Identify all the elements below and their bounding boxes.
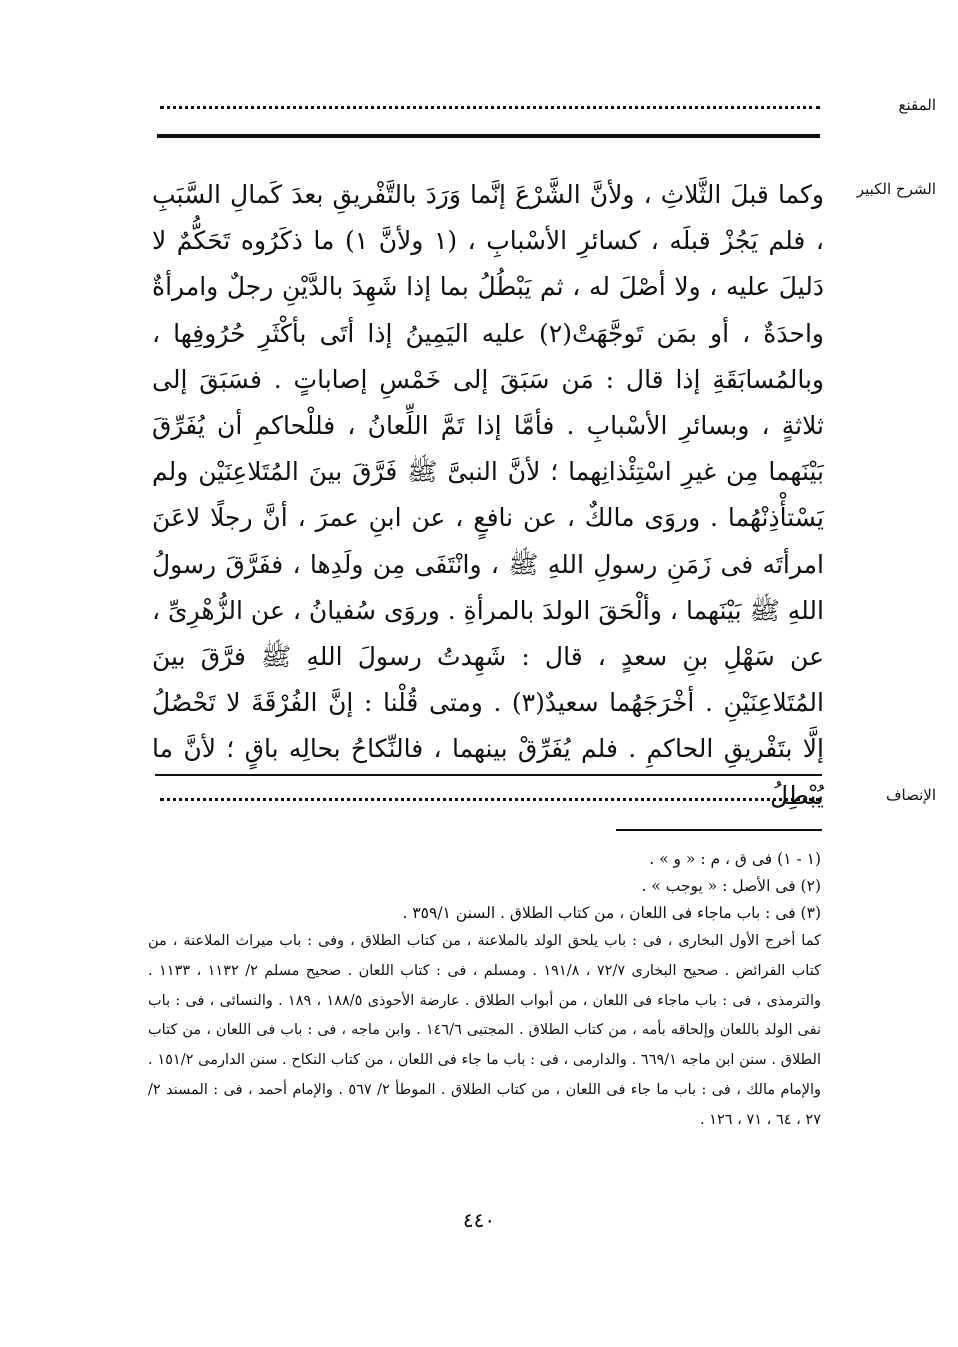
sharh-kabir-label: الشرح الكبير (856, 180, 936, 198)
footnotes (148, 846, 821, 1136)
header-rule (157, 134, 820, 138)
body-bottom-rule (155, 774, 822, 776)
muqni-dotted-line (160, 96, 820, 109)
insaf-label: الإنصاف (885, 786, 936, 804)
footnote-3: (٣) فى : باب ماجاء فى اللعان ، من كتاب الطلاق . السنن ٣٥٩/١ . (402, 904, 821, 922)
main-body-text: وكما قبلَ الثَّلاثِ ، ولأنَّ الشَّرْعَ إنَّما وَرَدَ بالتَّفْريقِ بعدَ كَمالِ السَّبَبِ ، فلم يَجُزْ قبلَه ، كسائرِ الأسْبابِ ، (١ ولأنَّ ١) ما ذكَرُوه تَحَكُّمٌ لا دَليلَ عليه ، ولا أصْلَ له ، ثم يَبْطُلُ بما إذا شَهِدَ بالدَّيْنِ رجلٌ وامرأةٌ واحدَةٌ ، أو بمَن تَوجَّهَتْ(٢) عليه اليَمِينُ إذا أتَى بأكْثَرِ حُرُوفِها ، وبالمُسابَقَةِ إذا قال : مَن سَبَقَ إلى خَمْسِ إصاباتٍ . فسَبَقَ إلى ثلاثةٍ ، وبسائرِ الأسْبابِ . فأمَّا إذا تَمَّ اللِّعانُ ، فللْحاكمِ أن يُفَرِّقَ بَيْنَهما مِن غيرِ اسْتِئْذانِهما ؛ لأنَّ النبىَّ ﷺ فَرَّقَ بينَ المُتَلاعِنَيْن ولم يَسْتأْذِنْهُما . وروَى مالكٌ ، عن نافعٍ ، عن ابنِ عمرَ ، أنَّ رجلًا لاعَنَ امرأتَه فى زَمَنِ رسولِ اللهِ ﷺ ، وانْتَفَى مِن ولَدِها ، ففَرَّقَ رسولُ اللهِ ﷺ بَيْنَهما ، وألْحَقَ الولدَ بالمرأةِ . وروَى سُفيانُ ، عن الزُّهْرِىِّ ، عن سَهْلِ بنِ سعدٍ ، قال : شَهِدتُ رسولَ اللهِ ﷺ فرَّقَ بينَ المُتَلاعِنَيْنِ . أخْرَجَهُما سعيدٌ(٣) . ومتى قُلْنا : إنَّ الفُرْقَةَ لا تَحْصُلُ إلَّا بتَفْريقِ الحاكمِ . فلم يُفَرِّقْ بينهما ، فالنِّكاحُ بحالِه باقٍ ؛ لأنَّ ما يُبْطِلُ (152, 180, 825, 810)
footnote-references: كما أخرج الأول البخارى ، فى : باب يلحق الولد بالملاعنة ، من كتاب الطلاق ، وفى : باب ميراث الملاعنة ، من كتاب الفرائض . صحيح البخارى ٧٢/٧ ، ١٩١/٨ . ومسلم ، فى : كتاب اللعان . صحيح مسلم ٢/ ١١٣٢ ، ١١٣٣ . والترمذى ، فى : باب ماجاء فى اللعان ، من أبواب الطلاق . عارضة الأحوذى ١٨٨/٥ ، ١٨٩ . والنسائى ، فى : باب نفى الولد باللعان وإلحاقه بأمه ، من كتاب الطلاق . المجتبى ١٤٦/٦ . وابن ماجه ، فى : باب فى اللعان ، من كتاب الطلاق . سنن ابن ماجه ٦٦٩/١ . والدارمى ، فى : باب ما جاء فى اللعان ، من كتاب النكاح . سنن الدارمى ١٥١/٢ . والإمام مالك ، فى : باب ما جاء فى اللعان ، من كتاب الطلاق . الموطأ ٢/ ٥٦٧ . والإمام أحمد ، فى : المسند ٢/ ٢٧ ، ٦٤ ، ٧١ ، ١٢٦ . (148, 933, 822, 1128)
insaf-dotted-line (160, 788, 820, 801)
muqni-label: المقنع (898, 96, 936, 114)
footnote-1: (١ - ١) فى ق ، م : « و » . (649, 850, 821, 868)
footnote-2: (٢) فى الأصل : « يوجب » . (641, 877, 821, 895)
page-number: ٤٤٠ (462, 1208, 496, 1232)
footnote-separator (616, 829, 822, 831)
